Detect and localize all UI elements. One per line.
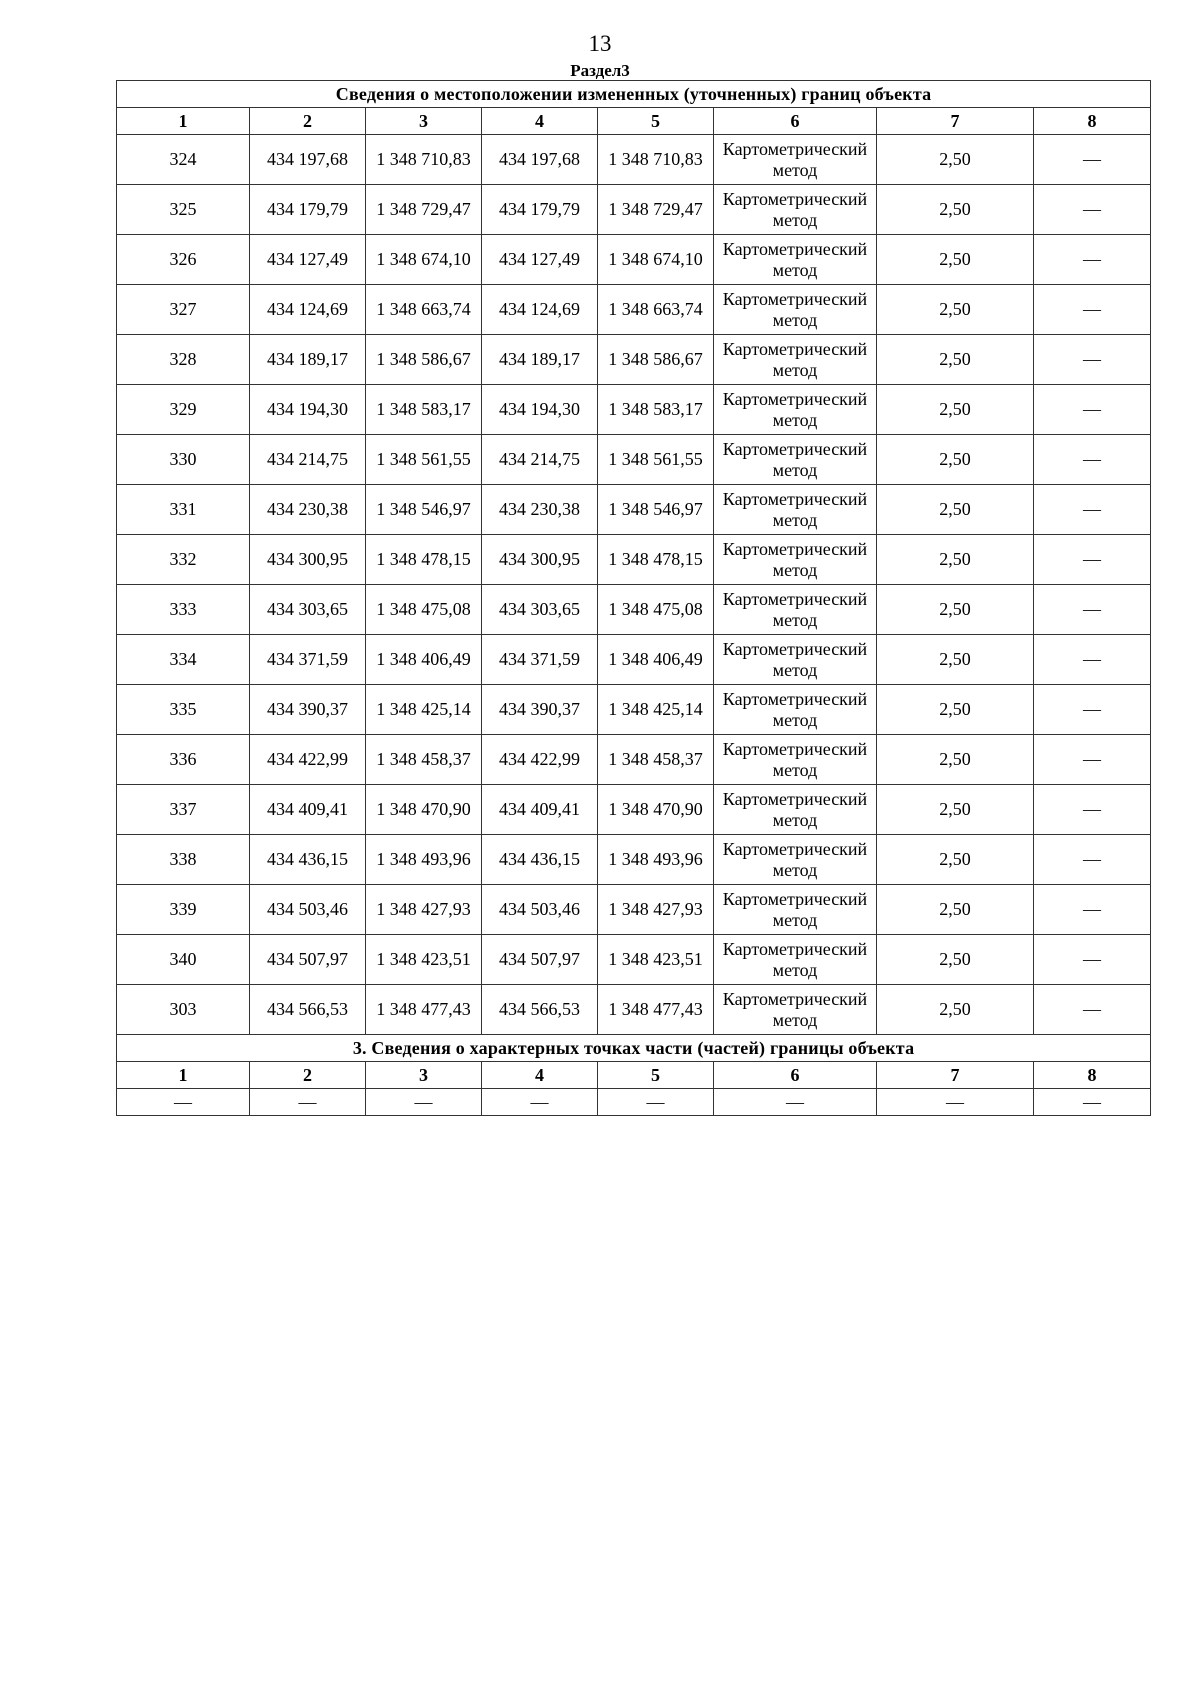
- column-header: 3: [366, 108, 482, 135]
- table-cell: 434 197,68: [482, 135, 598, 185]
- table-cell: 1 348 674,10: [598, 235, 714, 285]
- table-row: [117, 885, 1151, 935]
- table-cell: 1 348 406,49: [366, 635, 482, 685]
- table-cell: 434 503,46: [250, 885, 366, 935]
- table-cell: Картометрический метод: [714, 985, 877, 1035]
- table-cell: 1 348 493,96: [366, 835, 482, 885]
- table-cell: 338: [117, 835, 250, 885]
- table-row: [117, 235, 1151, 285]
- table-cell: 434 197,68: [250, 135, 366, 185]
- table-cell: Картометрический метод: [714, 735, 877, 785]
- table-row: [117, 685, 1151, 735]
- table-title: Сведения о местоположении измененных (уточненных) границ объекта: [117, 81, 1151, 108]
- table-cell: 2,50: [877, 785, 1034, 835]
- table-cell: —: [1034, 785, 1151, 835]
- table-cell: 1 348 710,83: [366, 135, 482, 185]
- table-cell: —: [598, 1089, 714, 1116]
- table-cell: —: [482, 1089, 598, 1116]
- table-cell: 1 348 546,97: [366, 485, 482, 535]
- table-cell: 2,50: [877, 135, 1034, 185]
- table-cell: —: [1034, 135, 1151, 185]
- table-cell: Картометрический метод: [714, 635, 877, 685]
- table-cell: 339: [117, 885, 250, 935]
- table-cell: 1 348 561,55: [366, 435, 482, 485]
- table-cell: 434 230,38: [482, 485, 598, 535]
- table-cell: —: [1034, 985, 1151, 1035]
- table-row: [117, 835, 1151, 885]
- table-cell: 327: [117, 285, 250, 335]
- column-header: 5: [598, 108, 714, 135]
- table-cell: —: [1034, 685, 1151, 735]
- table-cell: 1 348 470,90: [598, 785, 714, 835]
- column-header: 4: [482, 1062, 598, 1089]
- table-cell: 1 348 470,90: [366, 785, 482, 835]
- table-row: [117, 735, 1151, 785]
- table-cell: 1 348 674,10: [366, 235, 482, 285]
- table-cell: Картометрический метод: [714, 835, 877, 885]
- page-number: 13: [588, 31, 612, 56]
- section-label: Раздел3: [570, 61, 630, 80]
- table-cell: 1 348 583,17: [366, 385, 482, 435]
- table-row: [117, 335, 1151, 385]
- table-cell: 434 390,37: [482, 685, 598, 735]
- table-cell: 434 436,15: [250, 835, 366, 885]
- table-cell: 1 348 663,74: [366, 285, 482, 335]
- table-cell: —: [1034, 235, 1151, 285]
- table-cell: 434 507,97: [482, 935, 598, 985]
- table-cell: 434 390,37: [250, 685, 366, 735]
- table-cell: 434 566,53: [250, 985, 366, 1035]
- table-cell: 1 348 458,37: [366, 735, 482, 785]
- table-row: [117, 535, 1151, 585]
- table-cell: 434 230,38: [250, 485, 366, 535]
- table-cell: 1 348 561,55: [598, 435, 714, 485]
- table-cell: 434 127,49: [482, 235, 598, 285]
- table-cell: Картометрический метод: [714, 685, 877, 735]
- table-row: [117, 985, 1151, 1035]
- table-cell: 434 124,69: [482, 285, 598, 335]
- table-cell: 336: [117, 735, 250, 785]
- table-cell: 2,50: [877, 435, 1034, 485]
- table-cell: 434 124,69: [250, 285, 366, 335]
- table2-header-row: [117, 1062, 1151, 1089]
- table1-header-row: [117, 108, 1151, 135]
- table-cell: —: [1034, 185, 1151, 235]
- table-cell: 2,50: [877, 635, 1034, 685]
- column-header: 4: [482, 108, 598, 135]
- table-cell: 326: [117, 235, 250, 285]
- table-cell: Картометрический метод: [714, 435, 877, 485]
- table-cell: —: [1034, 1089, 1151, 1116]
- table-cell: 434 371,59: [482, 635, 598, 685]
- column-header: 8: [1034, 1062, 1151, 1089]
- table-cell: 434 300,95: [250, 535, 366, 585]
- table-cell: Картометрический метод: [714, 535, 877, 585]
- table-cell: 334: [117, 635, 250, 685]
- table-cell: Картометрический метод: [714, 285, 877, 335]
- column-header: 6: [714, 108, 877, 135]
- table-cell: —: [1034, 485, 1151, 535]
- table-cell: —: [1034, 935, 1151, 985]
- table-cell: 335: [117, 685, 250, 735]
- table-cell: 1 348 477,43: [598, 985, 714, 1035]
- table-cell: 1 348 586,67: [598, 335, 714, 385]
- table-cell: 434 422,99: [250, 735, 366, 785]
- table-title: 3. Сведения о характерных точках части (частей) границы объекта: [117, 1035, 1151, 1062]
- table-cell: 1 348 710,83: [598, 135, 714, 185]
- table-cell: 1 348 423,51: [598, 935, 714, 985]
- table-cell: 434 409,41: [482, 785, 598, 835]
- column-header: 1: [117, 108, 250, 135]
- table-row: [117, 585, 1151, 635]
- table-cell: —: [1034, 335, 1151, 385]
- table-cell: Картометрический метод: [714, 185, 877, 235]
- table-row: [117, 385, 1151, 435]
- table-cell: —: [117, 1089, 250, 1116]
- table-cell: —: [366, 1089, 482, 1116]
- table-cell: —: [1034, 735, 1151, 785]
- table-cell: 1 348 477,43: [366, 985, 482, 1035]
- table-cell: 2,50: [877, 685, 1034, 735]
- table-cell: 329: [117, 385, 250, 435]
- table-cell: 2,50: [877, 285, 1034, 335]
- table-row: [117, 185, 1151, 235]
- table-cell: 1 348 475,08: [366, 585, 482, 635]
- table-cell: Картометрический метод: [714, 885, 877, 935]
- table-cell: 2,50: [877, 385, 1034, 435]
- table-cell: 2,50: [877, 185, 1034, 235]
- table-row: [117, 485, 1151, 535]
- table-cell: 2,50: [877, 585, 1034, 635]
- table-row: [117, 135, 1151, 185]
- table-cell: 434 566,53: [482, 985, 598, 1035]
- table-cell: 1 348 586,67: [366, 335, 482, 385]
- column-header: 2: [250, 1062, 366, 1089]
- table-cell: —: [1034, 585, 1151, 635]
- table-cell: 1 348 458,37: [598, 735, 714, 785]
- table-cell: —: [1034, 385, 1151, 435]
- table-row: [117, 1089, 1151, 1116]
- table-cell: 1 348 425,14: [366, 685, 482, 735]
- table-cell: 2,50: [877, 485, 1034, 535]
- table-cell: 333: [117, 585, 250, 635]
- table-cell: 1 348 427,93: [598, 885, 714, 935]
- table-cell: 1 348 729,47: [598, 185, 714, 235]
- table-cell: 1 348 427,93: [366, 885, 482, 935]
- table-cell: 2,50: [877, 235, 1034, 285]
- table2-title-row: [117, 1035, 1151, 1062]
- table-cell: 1 348 493,96: [598, 835, 714, 885]
- table-cell: 434 194,30: [482, 385, 598, 435]
- table-cell: 434 127,49: [250, 235, 366, 285]
- table-cell: —: [1034, 635, 1151, 685]
- table-row: [117, 935, 1151, 985]
- table-cell: 434 214,75: [250, 435, 366, 485]
- table-cell: 340: [117, 935, 250, 985]
- table-cell: Картометрический метод: [714, 385, 877, 435]
- table-cell: 1 348 478,15: [366, 535, 482, 585]
- coordinates-table: [116, 80, 1151, 1116]
- table-cell: 1 348 729,47: [366, 185, 482, 235]
- table-cell: Картометрический метод: [714, 585, 877, 635]
- column-header: 6: [714, 1062, 877, 1089]
- table-cell: —: [714, 1089, 877, 1116]
- table-cell: 434 303,65: [482, 585, 598, 635]
- table-cell: 434 179,79: [482, 185, 598, 235]
- table-cell: 2,50: [877, 735, 1034, 785]
- table-cell: 434 436,15: [482, 835, 598, 885]
- table-cell: 434 409,41: [250, 785, 366, 835]
- table-cell: 2,50: [877, 935, 1034, 985]
- table-cell: 1 348 406,49: [598, 635, 714, 685]
- table-cell: 330: [117, 435, 250, 485]
- column-header: 7: [877, 1062, 1034, 1089]
- column-header: 2: [250, 108, 366, 135]
- table-cell: 1 348 423,51: [366, 935, 482, 985]
- table-cell: 434 189,17: [250, 335, 366, 385]
- table-cell: 331: [117, 485, 250, 535]
- table-cell: Картометрический метод: [714, 235, 877, 285]
- column-header: 5: [598, 1062, 714, 1089]
- column-header: 3: [366, 1062, 482, 1089]
- table-cell: 2,50: [877, 835, 1034, 885]
- table-cell: 1 348 425,14: [598, 685, 714, 735]
- table-cell: 324: [117, 135, 250, 185]
- table-cell: 1 348 583,17: [598, 385, 714, 435]
- table-cell: —: [1034, 835, 1151, 885]
- table-cell: 434 300,95: [482, 535, 598, 585]
- table-cell: Картометрический метод: [714, 335, 877, 385]
- column-header: 1: [117, 1062, 250, 1089]
- table-row: [117, 785, 1151, 835]
- table-cell: 1 348 475,08: [598, 585, 714, 635]
- table-cell: 434 303,65: [250, 585, 366, 635]
- table-cell: 434 189,17: [482, 335, 598, 385]
- table-cell: 328: [117, 335, 250, 385]
- table-cell: 2,50: [877, 535, 1034, 585]
- table-row: [117, 635, 1151, 685]
- table-cell: 434 422,99: [482, 735, 598, 785]
- table-cell: 1 348 478,15: [598, 535, 714, 585]
- table-cell: 434 179,79: [250, 185, 366, 235]
- table-cell: 2,50: [877, 985, 1034, 1035]
- table-cell: 303: [117, 985, 250, 1035]
- table-cell: Картометрический метод: [714, 135, 877, 185]
- table-cell: Картометрический метод: [714, 935, 877, 985]
- table-cell: 337: [117, 785, 250, 835]
- table-cell: —: [1034, 285, 1151, 335]
- table-cell: 434 371,59: [250, 635, 366, 685]
- column-header: 8: [1034, 108, 1151, 135]
- table-cell: Картометрический метод: [714, 485, 877, 535]
- table-cell: 1 348 546,97: [598, 485, 714, 535]
- table-row: [117, 285, 1151, 335]
- table-cell: 325: [117, 185, 250, 235]
- table-cell: —: [1034, 535, 1151, 585]
- table-cell: 332: [117, 535, 250, 585]
- table-cell: 434 214,75: [482, 435, 598, 485]
- table-cell: —: [250, 1089, 366, 1116]
- table1-title-row: [117, 81, 1151, 108]
- table-cell: —: [1034, 435, 1151, 485]
- table-cell: —: [1034, 885, 1151, 935]
- table-cell: 2,50: [877, 885, 1034, 935]
- table-cell: 434 507,97: [250, 935, 366, 985]
- table-cell: 434 503,46: [482, 885, 598, 935]
- table-cell: Картометрический метод: [714, 785, 877, 835]
- column-header: 7: [877, 108, 1034, 135]
- table-row: [117, 435, 1151, 485]
- table-cell: 2,50: [877, 335, 1034, 385]
- table-cell: 1 348 663,74: [598, 285, 714, 335]
- table-cell: 434 194,30: [250, 385, 366, 435]
- table-cell: —: [877, 1089, 1034, 1116]
- table-body: [117, 81, 1151, 1116]
